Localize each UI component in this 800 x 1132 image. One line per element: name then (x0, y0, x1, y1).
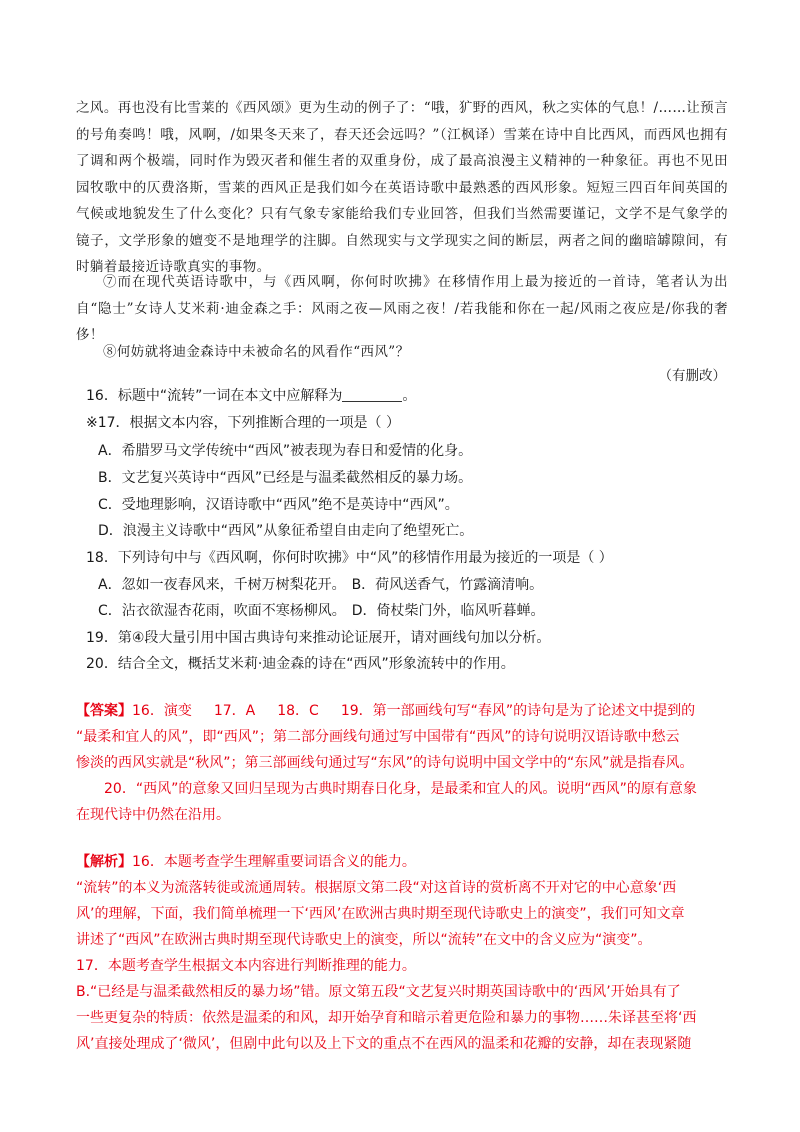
question-18: 18．下列诗句中与《西风啊，你何时吹拂》中“风”的移情作用最为接近的一项是（ ） (86, 550, 613, 566)
analysis-line-1: 【解析】16．本题考查学生理解重要词语含义的能力。 (76, 854, 416, 870)
answer-tag: 【答案】 (76, 703, 132, 719)
question-17: ※17．根据文本内容，下列推断合理的一项是（ ） (86, 415, 400, 431)
question-18-option-a: A．忽如一夜春风来，千树万树梨花开。 (98, 577, 346, 593)
analysis-line-4: 讲述了“西风”在欧洲古典时期至现代诗歌史上的演变，所以“流转”在文中的含义应为“演变”。 (76, 932, 652, 948)
analysis-line-7: 一些更复杂的特质：依然是温柔的和风，却开始孕育和暗示着更危险和暴力的事物……朱译甚至将‘西 (76, 1010, 697, 1026)
question-18-option-c: C．沾衣欲湿杏花雨，吹面不寒杨柳风。 (98, 603, 346, 619)
question-18-options-ab (98, 574, 728, 596)
analysis-line-5: 17．本题考查学生根据文本内容进行判断推理的能力。 (76, 958, 416, 974)
question-17-option-d: D．浪漫主义诗歌中“西风”从象征希望自由走向了绝望死亡。 (98, 523, 474, 539)
question-18-option-d: D．倚杖柴门外，临风听暮蝉。 (351, 603, 545, 619)
question-16: 16．标题中“流转”一词在本文中应解释为 。 (86, 388, 417, 404)
question-19: 19．第④段大量引用中国古典诗句来推动论证展开，请对画线句加以分析。 (86, 630, 551, 646)
question-18-options-cd (98, 600, 728, 622)
question-20: 20．结合全文，概括艾米莉·迪金森的诗在“西风”形象流转中的作用。 (86, 656, 515, 672)
analysis-tag: 【解析】 (76, 854, 132, 870)
analysis-line-2: “流转”的本义为流落转徙或流通周转。根据原文第二段“对这首诗的赏析离不开对它的中心意象‘西 (76, 880, 677, 896)
answer-line-5: 在现代诗中仍然在沿用。 (76, 807, 230, 823)
analysis-line-3: 风’的理解，下面，我们简单梳理一下‘西风’在欧洲古典时期至现代诗歌史上的演变”，我们可知文章 (76, 906, 685, 922)
analysis-line-8: 风’直接处理成了‘微风’，但剧中此句以及上下文的重点不在西风的温柔和花瓣的安静，却在表现紧随 (76, 1036, 692, 1052)
answer-line-1: 【答案】16．演变 17．A 18．C 19．第一部画线句写“春风”的诗句是为了论述文中提到的 (76, 703, 696, 719)
passage-paragraph-8: ⑧何妨就将迪金森诗中未被命名的风看作“西风”？ (103, 344, 410, 360)
answer-blank (342, 387, 402, 402)
answer-line-3: 惨淡的西风实就是“秋风”；第三部画线句通过写“东风”的诗句说明中国文学中的“东风”就是指春风。 (76, 755, 694, 771)
question-17-option-b: B．文艺复兴英诗中“西风”已经是与温柔截然相反的暴力场。 (98, 470, 473, 486)
answer-line-2: “最柔和宜人的风”，即“西风”；第二部分画线句通过写中国带有“西风”的诗句说明汉语诗歌中愁云 (76, 729, 680, 745)
question-17-option-a: A．希腊罗马文学传统中“西风”被表现为春日和爱情的化身。 (98, 443, 473, 459)
question-17-option-c: C．受地理影响，汉语诗歌中“西风”绝不是英诗中“西风”。 (98, 497, 459, 513)
answer-line-4: 20．“西风”的意象又回归呈现为古典时期春日化身，是最柔和宜人的风。说明“西风”的原有意象 (104, 781, 697, 797)
passage-paragraph-6: 之风。再也没有比雪莱的《西风颂》更为生动的例子了：“哦，犷野的西风，秋之实体的气息！/……让预言的号角奏鸣！哦，风啊，/如果冬天来了，春天还会远吗？”（江枫译）雪莱在诗中自比西风，而西风也拥有了调和两个极端，同时作为毁灭者和催生者的双重身份，成了最高浪漫主义精神的一种象征。再也不见田园牧歌中的仄费洛斯，雪莱的西风正是我们如今在英语诗歌中最熟悉的西风形象。短短三四百年间英国的气候或地貌发生了什么变化？只有气象专家能给我们专业回答，但我们当然需要谨记，文学不是气象学的镜子，文学形象的嬗变不是地理学的注脚。自然现实与文学现实之间的断层，两者之间的幽暗罅隙间，有时躺着最接近诗歌真实的事物。 (76, 100, 728, 275)
source-note: （有删改） (658, 368, 726, 384)
analysis-line-6: B.“已经是与温柔截然相反的暴力场”错。原文第五段“文艺复兴时期英国诗歌中的‘西风’开始具有了 (76, 984, 681, 1000)
question-18-option-b: B．荷风送香气，竹露滴清响。 (351, 577, 544, 593)
passage-paragraph-7: ⑦而在现代英语诗歌中，与《西风啊，你何时吹拂》在移情作用上最为接近的一首诗，笔者认为出自“隐士”女诗人艾米莉·迪金森之手：风雨之夜—风雨之夜！/若我能和你在一起/风雨之夜应是/你我的奢侈！ (76, 274, 728, 343)
